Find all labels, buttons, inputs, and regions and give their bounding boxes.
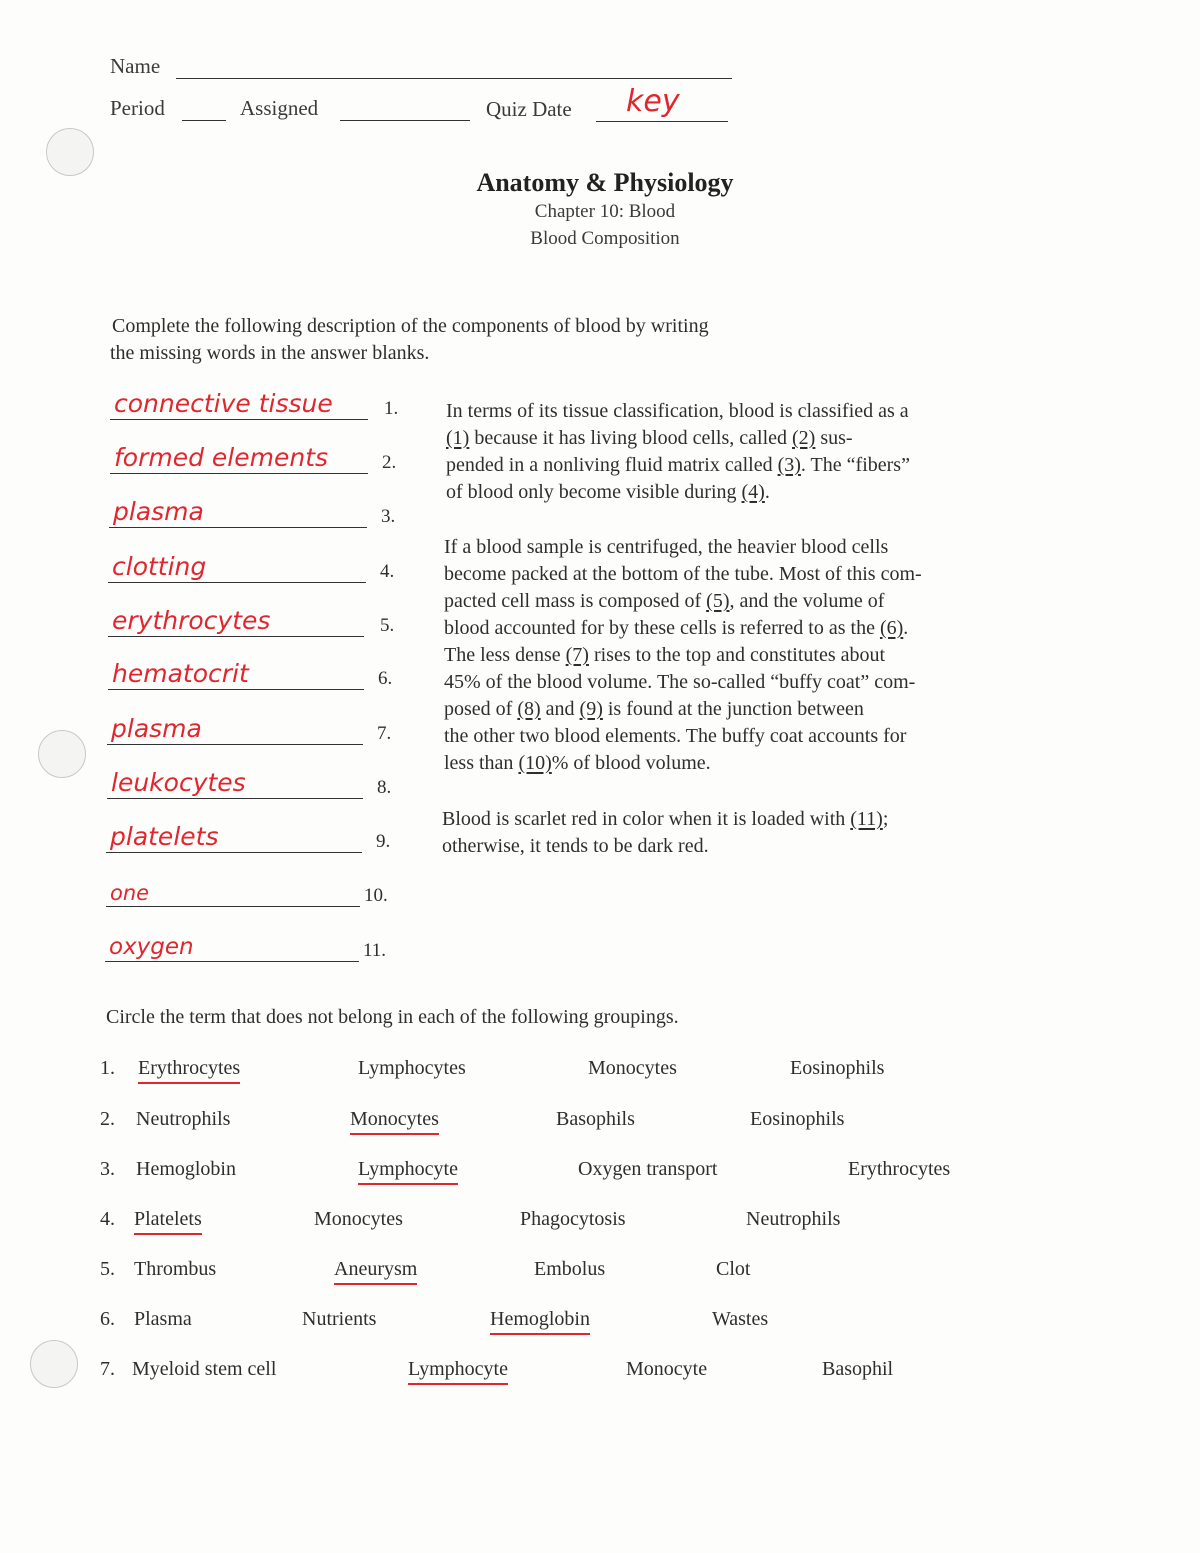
group-term[interactable]: Platelets (134, 1208, 202, 1235)
p2-text: . (903, 617, 909, 639)
group-term[interactable]: Erythrocytes (848, 1158, 951, 1180)
answer-row-3 (109, 494, 409, 528)
p2-text: and (545, 698, 575, 720)
answer-number: 1. (384, 398, 399, 419)
group-term[interactable]: Neutrophils (136, 1108, 231, 1130)
group-term[interactable]: Oxygen transport (578, 1158, 718, 1180)
answer-blank[interactable] (106, 906, 360, 907)
punch-hole-middle (38, 730, 86, 778)
answer-row-7 (107, 711, 407, 745)
answer-number: 2. (382, 452, 397, 473)
answer-blank[interactable] (108, 689, 364, 690)
paragraph-1 (446, 398, 1086, 506)
group-row-6 (100, 1308, 1000, 1338)
group-term[interactable]: Hemoglobin (490, 1308, 590, 1335)
punch-hole-bottom (30, 1340, 78, 1388)
paragraph-2 (444, 534, 1084, 777)
answer-blank[interactable] (105, 961, 359, 962)
answer-blank[interactable] (108, 636, 364, 637)
p2-text: blood accounted for by these cells is referred to as the (444, 617, 875, 639)
p1-line-4 (446, 479, 1086, 506)
p2-text: The less dense (444, 644, 561, 666)
answer-row-2 (110, 440, 410, 474)
p1-line-2 (446, 425, 1086, 452)
blank-4: (4) (741, 481, 765, 503)
name-label: Name (110, 54, 161, 78)
group-row-7 (100, 1358, 1000, 1388)
blank-2: (2) (792, 427, 816, 449)
name-field[interactable] (176, 54, 732, 79)
answer-number: 10. (364, 885, 388, 906)
instructions-line-1: Complete the following description of the components of blood by writing (112, 315, 709, 337)
group-row-4 (100, 1208, 1000, 1238)
p2-line-6: 45% of the blood volume. The so-called “buffy coat” com- (444, 671, 916, 693)
group-term[interactable]: Plasma (134, 1308, 192, 1330)
answer-row-5 (108, 603, 408, 637)
p2-text: less than (444, 752, 514, 774)
answer-number: 11. (363, 940, 387, 961)
p1-text: pended in a nonliving fluid matrix called (446, 454, 773, 476)
group-row-1 (100, 1057, 1000, 1087)
blank-6: (6) (879, 617, 904, 639)
chapter-title: Chapter 10: Blood (534, 201, 676, 222)
p1-text: . (764, 481, 770, 503)
p3-line-1 (442, 806, 1082, 833)
group-term[interactable]: Eosinophils (750, 1108, 845, 1130)
blank-10: (10) (518, 752, 552, 774)
answer-number: 5. (380, 615, 395, 636)
p1-text: because it has living blood cells, called (474, 427, 788, 449)
p1-text: of blood only become visible during (446, 481, 737, 503)
answer-number: 6. (378, 668, 393, 689)
answer-row-9 (106, 819, 406, 853)
blank-8: (8) (517, 698, 541, 720)
group-term[interactable]: Basophil (822, 1358, 894, 1380)
answer-blank[interactable] (106, 852, 362, 853)
answer-handwriting: oxygen (109, 934, 194, 960)
answer-handwriting: leukocytes (111, 768, 246, 797)
answer-handwriting: plasma (111, 714, 202, 743)
quiz-date-label: Quiz Date (486, 97, 572, 121)
p2-line-2: become packed at the bottom of the tube. Most of this com- (444, 563, 922, 585)
group-number: 4. (100, 1208, 115, 1230)
group-row-2 (100, 1108, 1000, 1138)
group-term[interactable]: Myeloid stem cell (132, 1358, 277, 1380)
group-term[interactable]: Eosinophils (790, 1057, 885, 1079)
p2-line-3 (444, 588, 1084, 615)
group-term[interactable]: Clot (716, 1258, 751, 1280)
p3-line-2: otherwise, it tends to be dark red. (442, 835, 709, 857)
answer-handwriting: formed elements (114, 443, 329, 472)
p2-line-7 (444, 696, 1084, 723)
p2-text: , and the volume of (729, 590, 885, 612)
answer-blank[interactable] (110, 473, 368, 474)
p2-text: rises to the top and constitutes about (593, 644, 886, 666)
group-term[interactable]: Phagocytosis (520, 1208, 626, 1230)
blank-3: (3) (777, 454, 801, 476)
answer-handwriting: hematocrit (112, 659, 249, 688)
p2-line-5 (444, 642, 1084, 669)
p3-text: Blood is scarlet red in color when it is loaded with (442, 808, 846, 830)
key-handwriting: key (626, 84, 680, 119)
period-label: Period (110, 96, 165, 120)
group-number: 2. (100, 1108, 115, 1130)
blank-7: (7) (565, 644, 589, 666)
group-row-5 (100, 1258, 1000, 1288)
answer-number: 9. (376, 831, 391, 852)
group-term[interactable]: Monocytes (588, 1057, 677, 1079)
p1-line-1: In terms of its tissue classification, blood is classified as a (446, 400, 909, 422)
blank-5: (5) (706, 590, 730, 612)
blank-11: (11) (850, 808, 883, 830)
group-term[interactable]: Basophils (556, 1108, 635, 1130)
answer-row-11 (105, 928, 405, 962)
answer-number: 7. (377, 723, 392, 744)
blank-9: (9) (579, 698, 603, 720)
circle-instructions: Circle the term that does not belong in each of the following groupings. (106, 1006, 679, 1028)
p1-text: . The “fibers” (800, 454, 910, 476)
answer-blank[interactable] (108, 582, 366, 583)
p2-line-9 (444, 750, 1084, 777)
p2-text: is found at the junction between (607, 698, 864, 720)
group-term[interactable]: Lymphocyte (358, 1158, 458, 1185)
answer-handwriting: platelets (110, 822, 219, 851)
group-term[interactable]: Monocytes (350, 1108, 439, 1135)
answer-number: 8. (377, 777, 392, 798)
p2-text: % of blood volume. (551, 752, 711, 774)
p2-text: posed of (444, 698, 513, 720)
group-term[interactable]: Lymphocyte (408, 1358, 508, 1385)
group-term[interactable]: Erythrocytes (138, 1057, 240, 1084)
group-number: 3. (100, 1158, 115, 1180)
answer-handwriting: one (110, 881, 150, 905)
answer-blank[interactable] (110, 419, 368, 420)
p1-text: sus- (820, 427, 853, 449)
answer-number: 4. (380, 561, 395, 582)
group-term[interactable]: Nutrients (302, 1308, 377, 1330)
course-title: Anatomy & Physiology (476, 168, 734, 197)
blank-1: (1) (446, 427, 470, 449)
group-term[interactable]: Monocyte (626, 1358, 708, 1380)
group-term[interactable]: Aneurysm (334, 1258, 417, 1285)
answer-blank[interactable] (109, 527, 367, 528)
answer-handwriting: plasma (113, 497, 204, 526)
topic-title: Blood Composition (530, 228, 680, 249)
answer-handwriting: clotting (112, 552, 207, 581)
answer-row-1 (110, 386, 410, 420)
group-number: 5. (100, 1258, 115, 1280)
group-term[interactable]: Lymphocytes (358, 1057, 466, 1079)
p2-line-1: If a blood sample is centrifuged, the heavier blood cells (444, 536, 889, 558)
answer-handwriting: connective tissue (114, 389, 333, 418)
group-row-3 (100, 1158, 1000, 1188)
group-number: 1. (100, 1057, 115, 1079)
instructions-line-2: the missing words in the answer blanks. (110, 342, 430, 364)
group-term[interactable]: Thrombus (134, 1258, 217, 1280)
answer-row-6 (108, 656, 408, 690)
answer-number: 3. (381, 506, 396, 527)
p3-text: ; (882, 808, 889, 830)
group-number: 6. (100, 1308, 115, 1330)
answer-blank[interactable] (107, 744, 363, 745)
group-term[interactable]: Neutrophils (746, 1208, 841, 1230)
group-term[interactable]: Embolus (534, 1258, 606, 1280)
answer-row-4 (108, 549, 408, 583)
p2-line-8: the other two blood elements. The buffy coat accounts for (444, 725, 907, 747)
group-term[interactable]: Wastes (712, 1308, 769, 1330)
assigned-field[interactable] (340, 96, 470, 121)
group-number: 7. (100, 1358, 115, 1380)
paragraph-3 (442, 806, 1082, 860)
group-term[interactable]: Hemoglobin (136, 1158, 236, 1180)
answer-row-8 (107, 765, 407, 799)
answer-handwriting: erythrocytes (112, 606, 271, 635)
p2-line-4 (444, 615, 1084, 642)
answer-blank[interactable] (107, 798, 363, 799)
assigned-label: Assigned (240, 96, 319, 120)
answer-row-10 (106, 873, 406, 907)
p2-text: pacted cell mass is composed of (444, 590, 702, 612)
period-field[interactable] (182, 96, 226, 121)
group-term[interactable]: Monocytes (314, 1208, 403, 1230)
p1-line-3 (446, 452, 1086, 479)
